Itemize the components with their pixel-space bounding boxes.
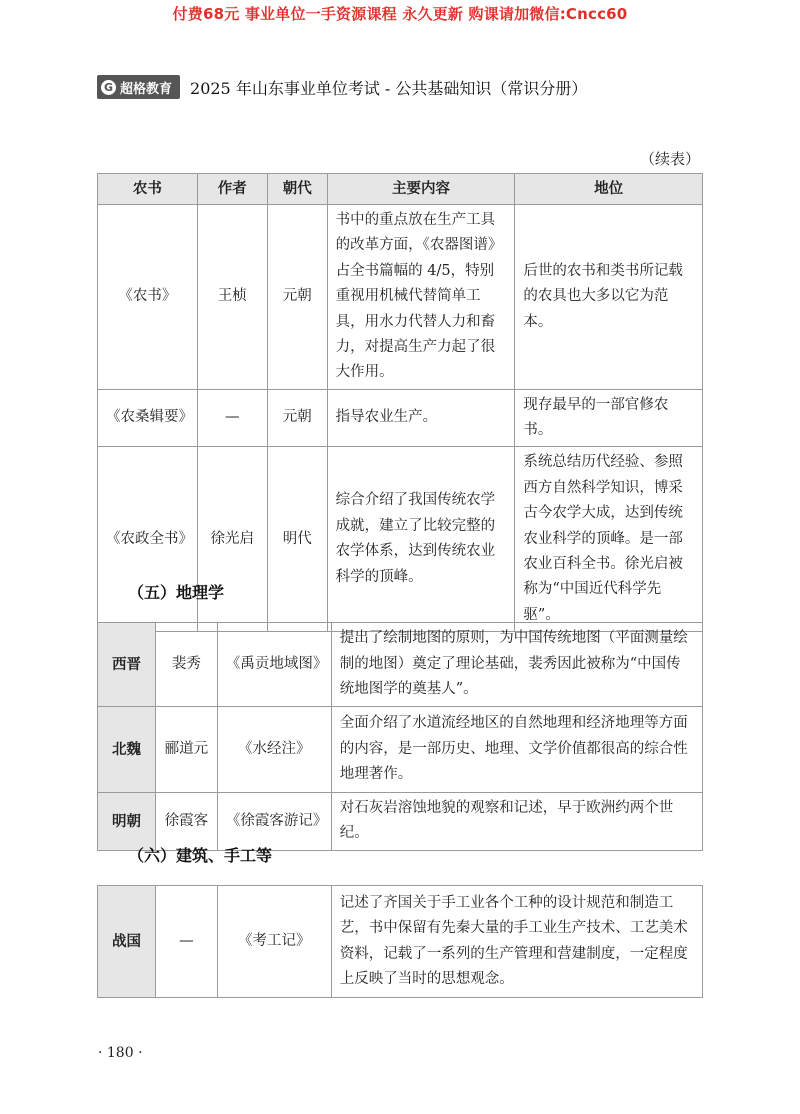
geography-table bbox=[97, 622, 703, 851]
desc-cell: 对石灰岩溶蚀地貌的观察和记述，早于欧洲约两个世纪。 bbox=[331, 793, 702, 851]
author-cell: 郦道元 bbox=[155, 707, 217, 793]
table-row bbox=[98, 886, 703, 998]
table-row bbox=[98, 707, 703, 793]
section-title-architecture: （六）建筑、手工等 bbox=[128, 846, 273, 865]
content-cell: 综合介绍了我国传统农学成就，建立了比较完整的农学体系，达到传统农业科学的顶峰。 bbox=[327, 447, 515, 632]
author-cell: — bbox=[197, 389, 267, 447]
table-row bbox=[98, 205, 703, 390]
status-cell: 现存最早的一部官修农书。 bbox=[515, 389, 703, 447]
book-cell: 《农书》 bbox=[98, 205, 198, 390]
desc-cell: 提出了绘制地图的原则，为中国传统地图（平面测量绘制的地图）奠定了理论基础，裴秀因此被称为“中国传统地图学的奠基人”。 bbox=[331, 623, 702, 707]
author-cell: — bbox=[155, 886, 217, 998]
col-header-author: 作者 bbox=[197, 174, 267, 205]
header-title: 2025 年山东事业单位考试 - 公共基础知识（常识分册） bbox=[190, 78, 588, 98]
col-header-book: 农书 bbox=[98, 174, 198, 205]
table-row bbox=[98, 793, 703, 851]
work-cell: 《徐霞客游记》 bbox=[217, 793, 331, 851]
dynasty-cell: 战国 bbox=[98, 886, 156, 998]
work-cell: 《水经注》 bbox=[217, 707, 331, 793]
dynasty-cell: 元朝 bbox=[267, 205, 327, 390]
dynasty-cell: 明代 bbox=[267, 447, 327, 632]
section-title-geography: （五）地理学 bbox=[128, 583, 225, 602]
author-cell: 王桢 bbox=[197, 205, 267, 390]
work-cell: 《禹贡地域图》 bbox=[217, 623, 331, 707]
book-cell: 《农桑辑要》 bbox=[98, 389, 198, 447]
dynasty-cell: 明朝 bbox=[98, 793, 156, 851]
desc-cell: 记述了齐国关于手工业各个工种的设计规范和制造工艺，书中保留有先秦大量的手工业生产技术、工艺美术资料，记载了一系列的生产管理和营建制度，一定程度上反映了当时的思想观念。 bbox=[331, 886, 702, 998]
desc-cell: 全面介绍了水道流经地区的自然地理和经济地理等方面的内容，是一部历史、地理、文学价值都很高的综合性地理著作。 bbox=[331, 707, 702, 793]
page-header bbox=[97, 74, 587, 100]
agri-books-table bbox=[97, 173, 703, 632]
author-cell: 徐霞客 bbox=[155, 793, 217, 851]
status-cell: 后世的农书和类书所记载的农具也大多以它为范本。 bbox=[515, 205, 703, 390]
dynasty-cell: 北魏 bbox=[98, 707, 156, 793]
author-cell: 裴秀 bbox=[155, 623, 217, 707]
status-cell: 系统总结历代经验、参照西方自然科学知识，博采古今农学大成，达到传统农业科学的顶峰。是一部农业百科全书。徐光启被称为“中国近代科学先驱”。 bbox=[515, 447, 703, 632]
watermark-banner: 付费68元 事业单位一手资源课程 永久更新 购课请加微信:Cncc60 bbox=[172, 5, 628, 23]
table-row bbox=[98, 447, 703, 632]
col-header-content: 主要内容 bbox=[327, 174, 515, 205]
content-cell: 指导农业生产。 bbox=[327, 389, 515, 447]
logo-icon: G bbox=[101, 80, 116, 95]
table-row bbox=[98, 389, 703, 447]
book-cell: 《农政全书》 bbox=[98, 447, 198, 632]
work-cell: 《考工记》 bbox=[217, 886, 331, 998]
author-cell: 徐光启 bbox=[197, 447, 267, 632]
col-header-dynasty: 朝代 bbox=[267, 174, 327, 205]
col-header-status: 地位 bbox=[515, 174, 703, 205]
logo-text: 超格教育 bbox=[120, 81, 173, 97]
dynasty-cell: 西晋 bbox=[98, 623, 156, 707]
dynasty-cell: 元朝 bbox=[267, 389, 327, 447]
content-cell: 书中的重点放在生产工具的改革方面，《农器图谱》占全书篇幅的 4/5，特别重视用机械代替简单工具，用水力代替人力和畜力，对提高生产力起了很大作用。 bbox=[327, 205, 515, 390]
architecture-table bbox=[97, 885, 703, 998]
continued-label: （续表） bbox=[640, 150, 701, 168]
publisher-logo bbox=[97, 75, 180, 99]
table-row bbox=[98, 623, 703, 707]
table-header-row bbox=[98, 174, 703, 205]
page-number: · 180 · bbox=[98, 1045, 143, 1061]
